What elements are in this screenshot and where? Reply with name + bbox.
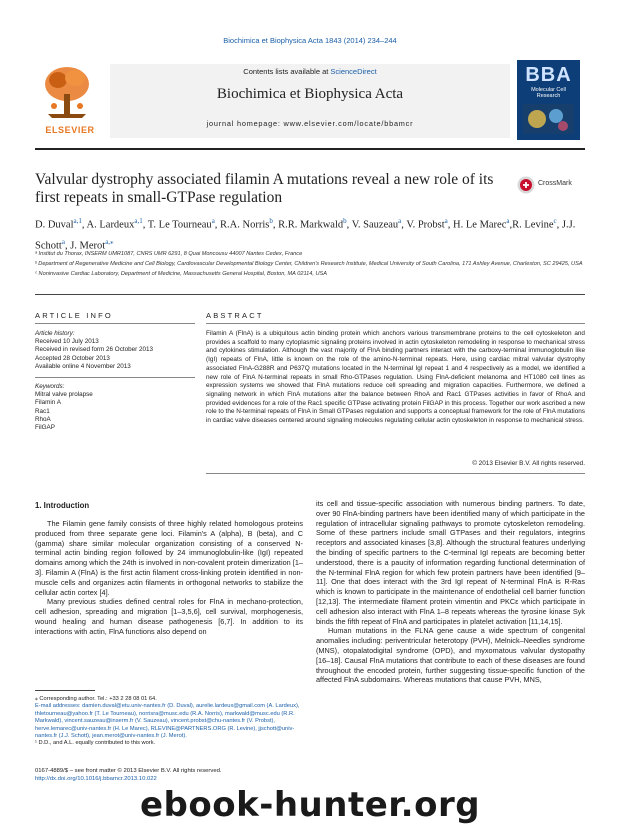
affiliation-rule <box>35 294 585 295</box>
cover-artwork-icon <box>523 104 574 134</box>
abstract-text: Filamin A (FlnA) is a ubiquitous actin binding protein which anchors various transmembrane proteins to the cell cytoskeleton and provides a scaffold to many cytoplasmic signaling proteins involved in actin cytoskeleton remodeling in response to mechanical stress and cytokines stimulation. Although the vast majority of FlnA binding partners interact with the carboxy-terminal immunoglobulin like (IgI) repeats of FlnA, little is known on the role of the amino-N-terminal repeats. Here, using cardiac mitral valvular dystrophy associated FlnA-G288R and P637Q mutations located in the N-terminal IgI repeat 1 and 4 respectively as a model, we identified a new role of FlnA N-terminal repeats in small Rho-GTPases regulation. Using FlnA-deficient melanoma and HT1080 cell lines as expression systems we showed that FlnA mutations reduce cell spreading and migration capacities. Furthermore, we defined a signaling network in which FlnA mutations alter the balance between RhoA and Rac1 GTPases activities in favor of RhoA and provided evidences for a role of the Rac1 specific GTPase activating protein FilGAP in this process. Together our work ascribed a new role to the N-terminal repeats of FlnA in Small GTPases regulation and supports a conceptual framework for the role of FlnA mutations in cardiac valve diseases centered around signaling molecules regulating cellular actin cytoskeleton in response to mechanical stress. <box>206 330 586 425</box>
journal-cover[interactable] <box>517 60 580 140</box>
issn-block <box>35 768 303 783</box>
author-affiliation-marker[interactable]: a,1 <box>73 217 82 225</box>
keywords-label: Keywords: <box>35 383 65 390</box>
author-name[interactable]: H. Le Marec <box>453 219 507 231</box>
elsevier-tree-icon <box>40 64 94 120</box>
abstract-bottom-rule <box>206 473 585 474</box>
keyword: RhoA <box>35 415 51 423</box>
cover-title: BBA <box>525 64 572 86</box>
doi-link[interactable]: http://dx.doi.org/10.1016/j.bbamcr.2013.10.022 <box>35 775 157 782</box>
affiliation-c: ᶜ Noninvasive Cardiac Laboratory, Department of Medicine, Massachusetts General Hospital, Boston, MA 02114, USA <box>35 270 327 277</box>
watermark: ebook-hunter.org <box>140 785 481 825</box>
cover-subtitle: Molecular Cell Research <box>531 87 566 99</box>
author-list <box>35 213 585 254</box>
keyword: Rac1 <box>35 407 50 415</box>
author-separator: , <box>272 219 279 231</box>
history-revised: Received in revised form 26 October 2013 <box>35 346 153 354</box>
corresponding-author-note: ⁎ Corresponding author. Tel.: +33 2 28 08 01 64. <box>35 696 157 702</box>
footnotes <box>35 696 303 748</box>
author-name[interactable]: R. Levine <box>512 219 554 231</box>
header-rule <box>35 148 585 150</box>
author-separator: , <box>401 219 407 231</box>
intro-paragraph: The Filamin gene family consists of three highly related homologous proteins produced from three separate gene loci. Filamin's A (alpha), B (beta), and C (gamma) share similar molecular organization consisting of a conserved N-terminal actin binding region followed by 24 immunoglobulin-like (IgI) repeated domains among which the 24th is involved in non-covalent protein dimerization [1–3]. Filamin A (FlnA) is the first actin filament cross-linking protein identified in non-muscle cells and organizes actin filaments in orthogonal networks to stabilize the cellular actin cortex [4]. <box>35 519 303 597</box>
history-rule <box>35 377 195 378</box>
author-separator: , <box>447 219 454 231</box>
abstract-copyright: © 2013 Elsevier B.V. All rights reserved. <box>472 460 585 467</box>
author-affiliation-marker[interactable]: a <box>211 217 215 225</box>
journal-banner <box>110 64 510 138</box>
author-affiliation-marker[interactable]: c <box>553 217 557 225</box>
intro-paragraph: Human mutations in the FLNA gene cause a wide spectrum of congenital anomalies including: periventricular heterotopy (PVH), Melnick–Needles syndrome (MNS), otopalatodigital syndrome (OPD), and myxomatous valvular dystopathy [16–18]. Causal FlnA mutations that contribute to each of these diseases are found throughout the encoded protein, further suggesting tissue-specific function of the affected FlnA subdomains. Whereas mutations that cause PVH, MNS, <box>316 626 585 685</box>
affiliation-a: ᵃ Institut du Thorax, INSERM UMR1087, CNRS UMR 6291, 8 Quai Moncousu 44007 Nantes Cedex, France <box>35 251 303 257</box>
abstract-heading: ABSTRACT <box>206 311 264 320</box>
journal-title: Biochimica et Biophysica Acta <box>216 86 404 102</box>
crossmark-badge[interactable] <box>517 176 587 196</box>
author-affiliation-marker[interactable]: a <box>61 237 65 246</box>
contents-line <box>110 67 510 76</box>
article-title: Valvular dystrophy associated filamin A mutations reveal a new role of its first repeats in small-GTPase regulation <box>35 171 494 206</box>
author-name[interactable]: R.R. Markwald <box>278 219 344 231</box>
sciencedirect-link[interactable]: ScienceDirect <box>330 67 377 76</box>
contents-prefix: Contents lists available at <box>243 67 331 76</box>
author-name[interactable]: A. Lardeux <box>86 219 135 231</box>
author-separator: , <box>346 219 352 231</box>
author-affiliation-marker[interactable]: b <box>343 217 347 225</box>
crossmark-icon <box>517 176 535 194</box>
author-affiliation-marker[interactable]: a,1 <box>134 217 143 225</box>
article-history <box>35 330 195 371</box>
crossmark-label: CrossMark <box>538 180 572 187</box>
author-separator: , <box>556 219 562 231</box>
author-separator: , <box>214 219 221 231</box>
keyword: Mitral valve prolapse <box>35 391 93 399</box>
keyword: Filamin A <box>35 399 61 407</box>
author-separator: , <box>64 240 71 251</box>
history-accepted: Accepted 28 October 2013 <box>35 354 110 362</box>
author-affiliation-marker[interactable]: a <box>506 217 510 225</box>
article-info-rule <box>35 323 195 324</box>
author-name[interactable]: V. Probst <box>406 219 445 231</box>
front-matter-line: 0167-4889/$ – see front matter © 2013 Elsevier B.V. All rights reserved. <box>35 768 222 774</box>
affiliation-b: ᵇ Department of Regenerative Medicine and Cell Biology, Cardiovascular Developmental Biology Center, Children's Research Institute, Medical University of South Carolina, 171 Ashley Avenue, Charleston, SC 29425, USA <box>35 260 583 267</box>
author-name[interactable]: J.J. Schott <box>35 219 576 251</box>
author-affiliation-marker[interactable]: a <box>398 217 402 225</box>
author-name[interactable]: R.A. Norris <box>220 219 270 231</box>
author-affiliation-marker[interactable]: a <box>444 217 448 225</box>
introduction-heading: 1. Introduction <box>35 501 90 510</box>
history-received: Received 10 July 2013 <box>35 338 99 346</box>
history-label: Article history: <box>35 330 75 337</box>
keywords <box>35 383 195 432</box>
author-name[interactable]: D. Duval <box>35 219 74 231</box>
author-affiliation-marker[interactable]: b <box>269 217 273 225</box>
author-affiliation-marker[interactable]: a,⁎ <box>105 237 114 246</box>
email-addresses[interactable]: E-mail addresses: damien.duval@etu.univ-nantes.fr (D. Duval), aurelie.lardeux@gmail.com (A. Lardeux), thletourneau@yahoo.fr (T. Le Tourneau), norrisra@musc.edu (R.A. Norris), markwald@musc.edu (R.R. Markwald), vincent.sauzeau@inserm.fr (V. Sauzeau), vincent.probst@chu-nantes.fr (V. Probst), herve.lemarec@univ-nantes.fr (H. Le Marec), RLEVINE@PARTNERS.ORG (R. Levine), jjschott@univ-nantes.fr (J.J. Schott), jean.merot@univ-nantes.fr (J. Merot). <box>35 703 300 740</box>
author-name[interactable]: T. Le Tourneau <box>147 219 212 231</box>
abstract-rule <box>206 323 585 324</box>
author-name[interactable]: V. Sauzeau <box>351 219 399 231</box>
intro-paragraph: Many previous studies defined central roles for FlnA in mechano-protection, cell adhesion, spreading and migration [1–3,5,6], cell survival, morphogenesis, wound healing and human disease pathogenesis [6,7]. In addition to its interactions with actin, FlnA functions also depend on <box>35 597 303 636</box>
equal-contribution-note: ¹ D.D., and A.L. equally contributed to this work. <box>35 740 156 747</box>
author-name[interactable]: J. Merot <box>70 240 106 251</box>
history-online: Available online 4 November 2013 <box>35 362 131 370</box>
journal-homepage-link[interactable]: journal homepage: www.elsevier.com/locate/bbamcr <box>206 119 414 128</box>
author-separator: , <box>509 219 513 231</box>
running-head[interactable]: Biochimica et Biophysica Acta 1843 (2014) 234–244 <box>223 36 397 45</box>
body-column-left <box>35 519 303 637</box>
article-info-heading: ARTICLE INFO <box>35 311 113 320</box>
journal-masthead <box>40 64 580 140</box>
affiliations <box>35 251 585 280</box>
elsevier-logo[interactable] <box>40 64 100 140</box>
keyword: FilGAP <box>35 424 55 432</box>
author-separator: , <box>142 219 148 231</box>
elsevier-wordmark: ELSEVIER <box>45 125 95 135</box>
body-column-right <box>316 499 585 685</box>
author-separator: , <box>81 219 87 231</box>
footnote-rule <box>35 690 95 691</box>
intro-paragraph: its cell and tissue-specific association with numerous binding partners. To date, over 90 FlnA-binding partners have been identified many of which participate in the regulation of intracellular signaling pathways to promote cytoskeleton remodeling. Some of these partners include small GTPases and their regulators, integrins receptors and associated kinases [3,8]. Although the structural features underlying the binding of specific partners to the C-terminal IgI repeats are becoming better understood, there is a paucity of information regarding functional determination of the N-terminal FlnA region for which few protein partners have been identified [9–11]. One that does interact with the 3rd IgI repeat of N-terminal FlnA is R-Ras which is known to participate in the maintenance of endothelial cell barrier function [12,13]. The intermediate filament protein vimentin and PKCε which participate in cell adhesion also interact with FlnA 1–8 repeats whereas the tyrosine kinase Syk binds the fifth repeat of FlnA and participates in platelet activation [11,14,15]. <box>316 499 585 626</box>
